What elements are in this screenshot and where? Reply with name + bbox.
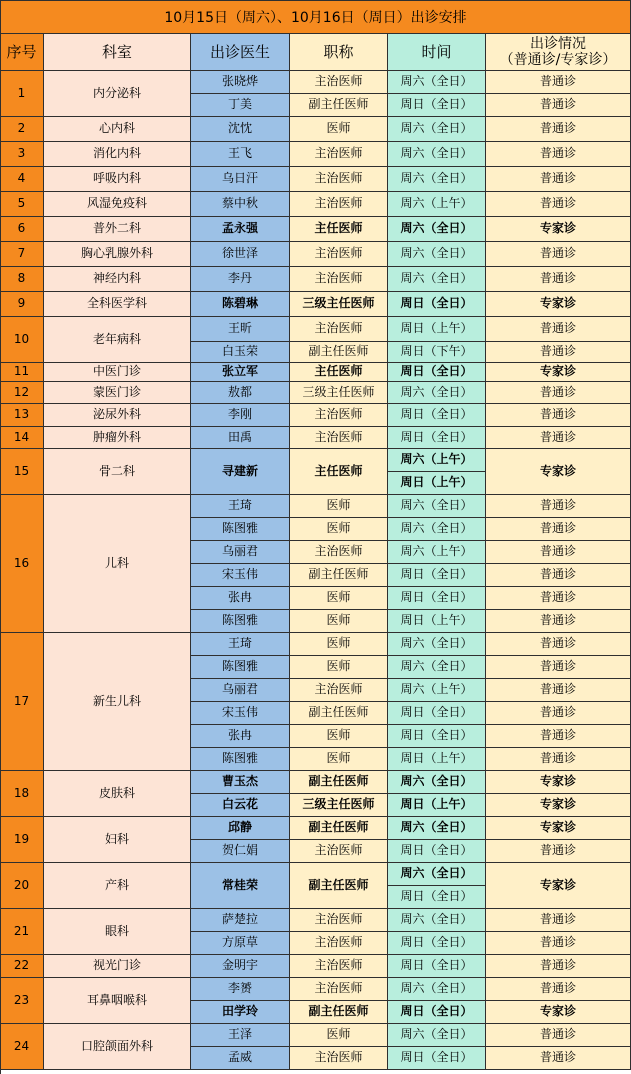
visit-type: 专家诊 <box>486 449 631 495</box>
doctor-title: 主治医师 <box>290 242 388 267</box>
clinic-time: 周六（全日） <box>388 771 486 794</box>
row-index: 14 <box>0 427 44 449</box>
department-name: 皮肤科 <box>44 771 191 817</box>
row-index: 9 <box>0 292 44 317</box>
row-index: 7 <box>0 242 44 267</box>
doctor-title: 医师 <box>290 495 388 518</box>
row-index: 11 <box>0 363 44 382</box>
doctor-name: 邱静 <box>191 817 290 840</box>
doctor-name: 常桂荣 <box>191 863 290 909</box>
row-index: 2 <box>0 117 44 142</box>
header-doctor: 出诊医生 <box>191 34 290 71</box>
clinic-time: 周日（上午） <box>388 610 486 633</box>
visit-type: 普通诊 <box>486 382 631 404</box>
row-index: 20 <box>0 863 44 909</box>
clinic-time: 周日（上午） <box>388 472 486 495</box>
doctor-name: 徐世泽 <box>191 242 290 267</box>
clinic-time: 周六（全日） <box>388 167 486 192</box>
doctor-title: 医师 <box>290 1024 388 1047</box>
row-index: 15 <box>0 449 44 495</box>
clinic-time: 周日（全日） <box>388 702 486 725</box>
doctor-name: 陈碧琳 <box>191 292 290 317</box>
row-index: 5 <box>0 192 44 217</box>
clinic-time: 周六（上午） <box>388 449 486 472</box>
doctor-title: 副主任医师 <box>290 1001 388 1024</box>
doctor-name: 田学玲 <box>191 1001 290 1024</box>
doctor-title: 三级主任医师 <box>290 794 388 817</box>
department-name: 全科医学科 <box>44 292 191 317</box>
doctor-name: 王琦 <box>191 633 290 656</box>
visit-type: 普通诊 <box>486 564 631 587</box>
visit-type: 普通诊 <box>486 142 631 167</box>
clinic-time: 周日（下午） <box>388 342 486 363</box>
doctor-name: 白云花 <box>191 794 290 817</box>
department-name: 产科 <box>44 863 191 909</box>
row-index: 23 <box>0 978 44 1024</box>
visit-type: 普通诊 <box>486 167 631 192</box>
doctor-title: 三级主任医师 <box>290 292 388 317</box>
clinic-time: 周六（上午） <box>388 541 486 564</box>
visit-type: 普通诊 <box>486 404 631 427</box>
doctor-title: 主治医师 <box>290 267 388 292</box>
clinic-time: 周六（全日） <box>388 633 486 656</box>
department-name: 中医门诊 <box>44 363 191 382</box>
doctor-title: 医师 <box>290 633 388 656</box>
doctor-title: 副主任医师 <box>290 771 388 794</box>
clinic-time: 周日（全日） <box>388 404 486 427</box>
doctor-title: 主治医师 <box>290 427 388 449</box>
department-name: 消化内科 <box>44 142 191 167</box>
visit-type: 普通诊 <box>486 725 631 748</box>
visit-type: 普通诊 <box>486 94 631 117</box>
visit-type: 普通诊 <box>486 518 631 541</box>
clinic-time: 周日（全日） <box>388 292 486 317</box>
doctor-name: 张冉 <box>191 725 290 748</box>
department-name: 新生儿科 <box>44 633 191 771</box>
doctor-name: 乌日汗 <box>191 167 290 192</box>
doctor-name: 王飞 <box>191 142 290 167</box>
row-index: 22 <box>0 955 44 978</box>
visit-type: 普通诊 <box>486 656 631 679</box>
visit-type: 普通诊 <box>486 427 631 449</box>
department-name: 内分泌科 <box>44 71 191 117</box>
department-name: 心内科 <box>44 117 191 142</box>
visit-type: 普通诊 <box>486 679 631 702</box>
doctor-name: 方原草 <box>191 932 290 955</box>
department-name: 眼科 <box>44 909 191 955</box>
doctor-title: 副主任医师 <box>290 94 388 117</box>
clinic-time: 周六（全日） <box>388 978 486 1001</box>
header-title: 职称 <box>290 34 388 71</box>
doctor-name: 曹玉杰 <box>191 771 290 794</box>
doctor-name: 孟永强 <box>191 217 290 242</box>
visit-type: 专家诊 <box>486 771 631 794</box>
department-name: 普外二科 <box>44 217 191 242</box>
clinic-time: 周六（全日） <box>388 267 486 292</box>
department-name: 视光门诊 <box>44 955 191 978</box>
visit-type: 普通诊 <box>486 71 631 94</box>
doctor-title: 主治医师 <box>290 955 388 978</box>
visit-type: 普通诊 <box>486 909 631 932</box>
doctor-title: 主治医师 <box>290 978 388 1001</box>
doctor-name: 寻建新 <box>191 449 290 495</box>
clinic-time: 周六（全日） <box>388 382 486 404</box>
row-index: 1 <box>0 71 44 117</box>
doctor-name: 张立军 <box>191 363 290 382</box>
doctor-name: 沈忱 <box>191 117 290 142</box>
row-index: 19 <box>0 817 44 863</box>
doctor-title: 主治医师 <box>290 71 388 94</box>
doctor-title: 主治医师 <box>290 840 388 863</box>
clinic-time: 周日（上午） <box>388 317 486 342</box>
clinic-time: 周六（全日） <box>388 71 486 94</box>
clinic-time: 周日（全日） <box>388 932 486 955</box>
department-name: 耳鼻咽喉科 <box>44 978 191 1024</box>
department-name: 神经内科 <box>44 267 191 292</box>
visit-type: 专家诊 <box>486 292 631 317</box>
doctor-name: 李刚 <box>191 404 290 427</box>
doctor-title: 副主任医师 <box>290 342 388 363</box>
doctor-name: 白玉荣 <box>191 342 290 363</box>
visit-type: 专家诊 <box>486 794 631 817</box>
doctor-title: 副主任医师 <box>290 817 388 840</box>
department-name: 儿科 <box>44 495 191 633</box>
row-index: 10 <box>0 317 44 363</box>
header-index: 序号 <box>0 34 44 71</box>
department-name: 胸心乳腺外科 <box>44 242 191 267</box>
visit-type: 专家诊 <box>486 817 631 840</box>
doctor-name: 张晓烨 <box>191 71 290 94</box>
clinic-time: 周日（全日） <box>388 94 486 117</box>
doctor-title: 主治医师 <box>290 167 388 192</box>
clinic-time: 周日（上午） <box>388 794 486 817</box>
clinic-time: 周六（全日） <box>388 217 486 242</box>
clinic-time: 周日（全日） <box>388 427 486 449</box>
visit-type: 普通诊 <box>486 495 631 518</box>
doctor-title: 主治医师 <box>290 541 388 564</box>
row-index: 24 <box>0 1024 44 1070</box>
doctor-title: 医师 <box>290 587 388 610</box>
header-time: 时间 <box>388 34 486 71</box>
clinic-time: 周六（全日） <box>388 117 486 142</box>
department-name: 骨二科 <box>44 449 191 495</box>
doctor-title: 医师 <box>290 748 388 771</box>
clinic-time: 周日（全日） <box>388 1001 486 1024</box>
doctor-title: 主治医师 <box>290 142 388 167</box>
row-index: 3 <box>0 142 44 167</box>
doctor-name: 陈图雅 <box>191 610 290 633</box>
visit-type: 普通诊 <box>486 955 631 978</box>
doctor-title: 主治医师 <box>290 317 388 342</box>
doctor-title: 医师 <box>290 656 388 679</box>
visit-type: 普通诊 <box>486 242 631 267</box>
doctor-title: 主治医师 <box>290 932 388 955</box>
doctor-name: 陈图雅 <box>191 518 290 541</box>
clinic-time: 周日（全日） <box>388 1047 486 1070</box>
visit-type: 普通诊 <box>486 1047 631 1070</box>
clinic-time: 周六（全日） <box>388 909 486 932</box>
visit-type: 普通诊 <box>486 702 631 725</box>
department-name: 泌尿外科 <box>44 404 191 427</box>
doctor-name: 宋玉伟 <box>191 564 290 587</box>
doctor-name: 李丹 <box>191 267 290 292</box>
visit-type: 普通诊 <box>486 748 631 771</box>
row-index: 16 <box>0 495 44 633</box>
row-index: 12 <box>0 382 44 404</box>
visit-type: 专家诊 <box>486 863 631 909</box>
doctor-title: 主治医师 <box>290 679 388 702</box>
doctor-title: 主任医师 <box>290 217 388 242</box>
doctor-name: 田禹 <box>191 427 290 449</box>
doctor-name: 孟威 <box>191 1047 290 1070</box>
visit-type: 普通诊 <box>486 267 631 292</box>
doctor-name: 王昕 <box>191 317 290 342</box>
visit-type: 普通诊 <box>486 978 631 1001</box>
visit-type: 普通诊 <box>486 1024 631 1047</box>
row-index: 17 <box>0 633 44 771</box>
doctor-name: 乌丽君 <box>191 679 290 702</box>
clinic-time: 周日（上午） <box>388 748 486 771</box>
doctor-title: 医师 <box>290 518 388 541</box>
clinic-time: 周六（全日） <box>388 656 486 679</box>
row-index: 6 <box>0 217 44 242</box>
visit-type: 普通诊 <box>486 317 631 342</box>
doctor-name: 李赟 <box>191 978 290 1001</box>
doctor-name: 王琦 <box>191 495 290 518</box>
doctor-title: 主治医师 <box>290 192 388 217</box>
clinic-time: 周日（全日） <box>388 955 486 978</box>
clinic-time: 周日（全日） <box>388 363 486 382</box>
doctor-title: 副主任医师 <box>290 863 388 909</box>
doctor-name: 贺仁娟 <box>191 840 290 863</box>
department-name: 呼吸内科 <box>44 167 191 192</box>
department-name: 妇科 <box>44 817 191 863</box>
doctor-title: 主任医师 <box>290 363 388 382</box>
visit-type: 普通诊 <box>486 587 631 610</box>
visit-type: 专家诊 <box>486 217 631 242</box>
doctor-name: 王泽 <box>191 1024 290 1047</box>
visit-type: 普通诊 <box>486 610 631 633</box>
doctor-title: 医师 <box>290 610 388 633</box>
doctor-name: 丁美 <box>191 94 290 117</box>
visit-type: 专家诊 <box>486 1001 631 1024</box>
doctor-title: 医师 <box>290 725 388 748</box>
doctor-name: 陈图雅 <box>191 748 290 771</box>
header-visit-type: 出诊情况 （普通诊/专家诊） <box>486 34 631 71</box>
header-department: 科室 <box>44 34 191 71</box>
clinic-time: 周六（全日） <box>388 495 486 518</box>
clinic-time: 周六（全日） <box>388 1024 486 1047</box>
doctor-title: 主任医师 <box>290 449 388 495</box>
row-index: 8 <box>0 267 44 292</box>
doctor-name: 陈图雅 <box>191 656 290 679</box>
doctor-name: 金明宇 <box>191 955 290 978</box>
department-name: 肿瘤外科 <box>44 427 191 449</box>
doctor-name: 敖都 <box>191 382 290 404</box>
clinic-time: 周六（全日） <box>388 518 486 541</box>
visit-type: 普通诊 <box>486 342 631 363</box>
doctor-name: 萨楚拉 <box>191 909 290 932</box>
clinic-time: 周日（全日） <box>388 725 486 748</box>
row-index: 4 <box>0 167 44 192</box>
visit-type: 专家诊 <box>486 363 631 382</box>
department-name: 蒙医门诊 <box>44 382 191 404</box>
visit-type: 普通诊 <box>486 633 631 656</box>
row-index: 18 <box>0 771 44 817</box>
visit-type: 普通诊 <box>486 541 631 564</box>
sheet-title: 10月15日（周六）、10月16日（周日）出诊安排 <box>0 0 631 34</box>
visit-type: 普通诊 <box>486 932 631 955</box>
clinic-time: 周六（全日） <box>388 863 486 886</box>
doctor-title: 副主任医师 <box>290 702 388 725</box>
clinic-time: 周六（全日） <box>388 142 486 167</box>
department-name: 风湿免疫科 <box>44 192 191 217</box>
department-name: 口腔颌面外科 <box>44 1024 191 1070</box>
department-name: 老年病科 <box>44 317 191 363</box>
doctor-name: 宋玉伟 <box>191 702 290 725</box>
visit-type: 普通诊 <box>486 192 631 217</box>
clinic-time: 周日（全日） <box>388 840 486 863</box>
doctor-title: 副主任医师 <box>290 564 388 587</box>
clinic-time: 周日（全日） <box>388 886 486 909</box>
doctor-title: 三级主任医师 <box>290 382 388 404</box>
doctor-name: 张冉 <box>191 587 290 610</box>
visit-type: 普通诊 <box>486 117 631 142</box>
visit-type: 普通诊 <box>486 840 631 863</box>
clinic-time: 周日（全日） <box>388 587 486 610</box>
clinic-time: 周六（上午） <box>388 679 486 702</box>
clinic-time: 周六（全日） <box>388 817 486 840</box>
doctor-title: 主治医师 <box>290 1047 388 1070</box>
doctor-name: 蔡中秋 <box>191 192 290 217</box>
clinic-time: 周六（全日） <box>388 242 486 267</box>
clinic-time: 周日（全日） <box>388 564 486 587</box>
row-index: 21 <box>0 909 44 955</box>
clinic-time: 周六（上午） <box>388 192 486 217</box>
row-index: 13 <box>0 404 44 427</box>
doctor-title: 主治医师 <box>290 404 388 427</box>
doctor-title: 主治医师 <box>290 909 388 932</box>
doctor-title: 医师 <box>290 117 388 142</box>
doctor-name: 乌丽君 <box>191 541 290 564</box>
